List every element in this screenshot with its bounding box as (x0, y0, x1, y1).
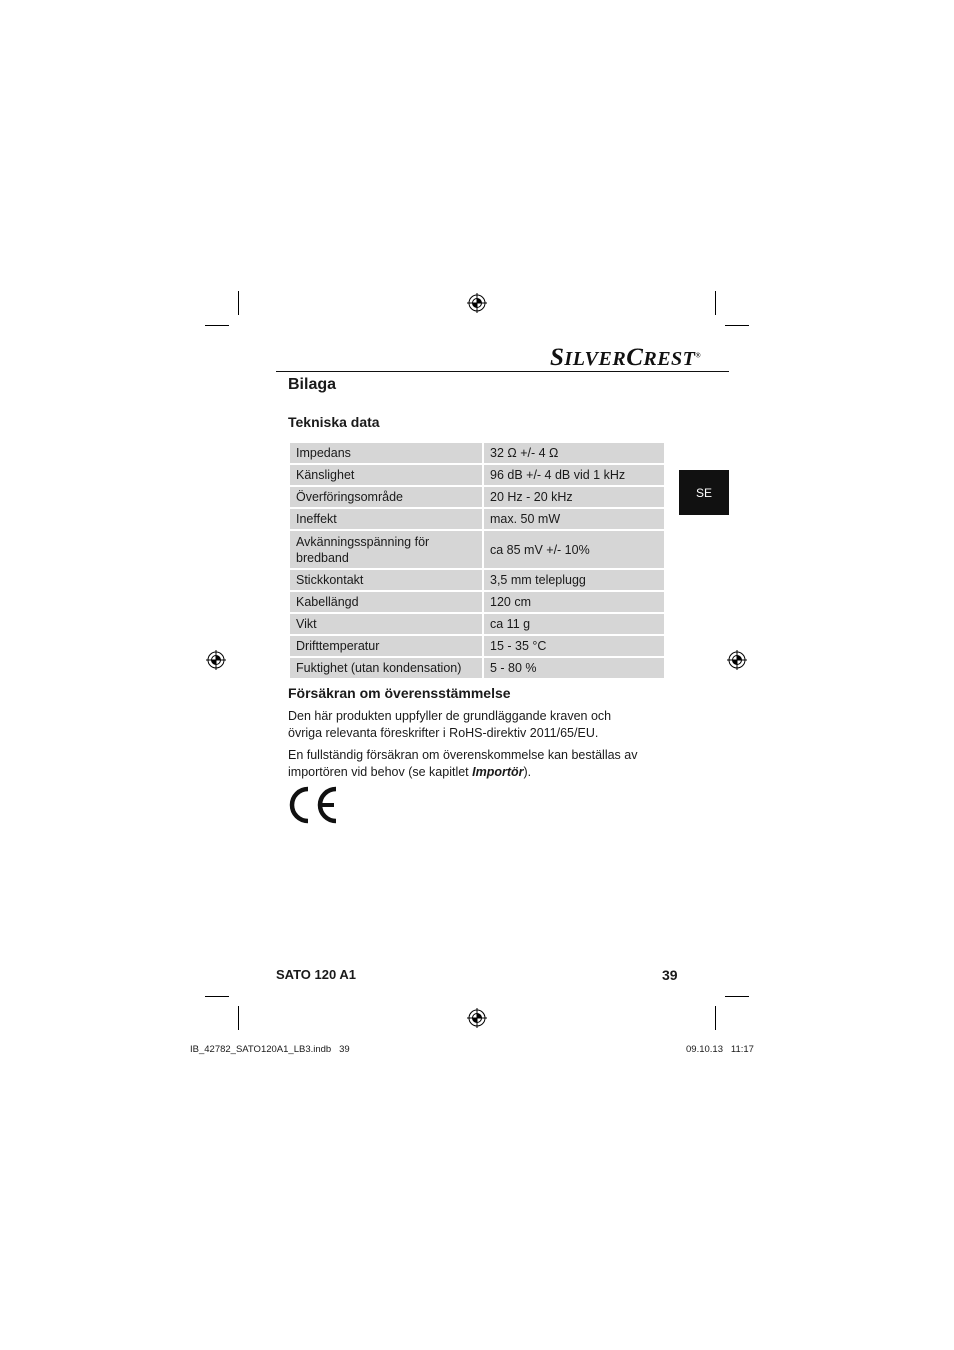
crop-mark (715, 1006, 716, 1030)
declaration-paragraph: En fullständig försäkran om överenskommelse kan beställas av importören vid behov (se kapitlet Importör). (288, 748, 638, 779)
spec-label: Avkänningsspänning för bredband (290, 531, 484, 568)
language-tab: SE (679, 470, 729, 515)
page-title: Bilaga (288, 376, 337, 393)
spec-value: max. 50 mW (484, 509, 664, 529)
spec-label: Känslighet (290, 465, 484, 485)
table-row (290, 443, 664, 463)
spec-label: Vikt (290, 614, 484, 634)
crop-mark (238, 1006, 239, 1030)
spec-value: ca 85 mV +/- 10% (484, 531, 664, 568)
registration-mark-icon (467, 1008, 487, 1028)
declaration-paragraph: Den här produkten uppfyller de grundläggande kraven och övriga relevanta föreskrifter i RoHS-direktiv 2011/65/EU. (288, 709, 612, 740)
table-row (290, 465, 664, 485)
registration-mark-icon (206, 650, 226, 670)
header-rule (276, 371, 729, 372)
spec-value: 20 Hz - 20 kHz (484, 487, 664, 507)
spec-value: 32 Ω +/- 4 Ω (484, 443, 664, 463)
spec-label: Ineffekt (290, 509, 484, 529)
table-row (290, 531, 664, 568)
spec-label: Fuktighet (utan kondensation) (290, 658, 484, 678)
spec-label: Kabellängd (290, 592, 484, 612)
table-row (290, 614, 664, 634)
spec-table (290, 441, 664, 680)
spec-label: Drifttemperatur (290, 636, 484, 656)
declaration-heading: Försäkran om överensstämmelse (288, 685, 511, 701)
table-row (290, 592, 664, 612)
table-row (290, 509, 664, 529)
crop-mark (205, 996, 229, 997)
table-row (290, 487, 664, 507)
registration-mark-icon (727, 650, 747, 670)
crop-mark (725, 325, 749, 326)
registration-mark-icon (467, 293, 487, 313)
crop-mark (205, 325, 229, 326)
footer-model: SATO 120 A1 (276, 967, 356, 982)
table-row (290, 658, 664, 678)
spec-label: Impedans (290, 443, 484, 463)
spec-value: 120 cm (484, 592, 664, 612)
ce-mark-icon (288, 786, 340, 824)
spec-label: Överföringsområde (290, 487, 484, 507)
table-row (290, 570, 664, 590)
spec-value: 3,5 mm teleplugg (484, 570, 664, 590)
table-row (290, 636, 664, 656)
crop-mark (725, 996, 749, 997)
crop-mark (715, 291, 716, 315)
importer-reference: Importör (472, 765, 524, 779)
print-slug-file: IB_42782_SATO120A1_LB3.indb 39 (190, 1044, 350, 1055)
spec-label: Stickkontakt (290, 570, 484, 590)
print-slug-date: 09.10.13 11:17 (686, 1044, 754, 1055)
brand-logo: SILVERCREST® (550, 344, 702, 371)
spec-value: ca 11 g (484, 614, 664, 634)
spec-value: 15 - 35 °C (484, 636, 664, 656)
spec-value: 5 - 80 % (484, 658, 664, 678)
page-number: 39 (662, 967, 678, 983)
crop-mark (238, 291, 239, 315)
tech-data-heading: Tekniska data (288, 414, 380, 430)
spec-value: 96 dB +/- 4 dB vid 1 kHz (484, 465, 664, 485)
